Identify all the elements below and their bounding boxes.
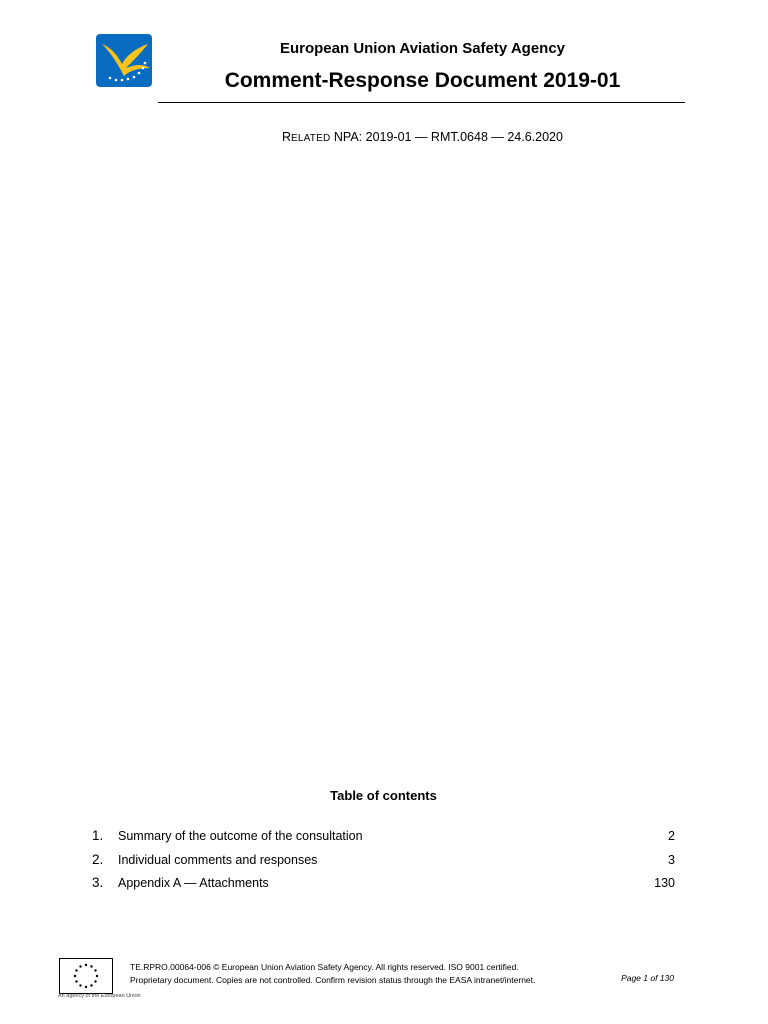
toc-item-page: 2 [668, 829, 675, 843]
page-number: Page 1 of 130 [621, 973, 674, 983]
toc-item-summary[interactable] [92, 828, 675, 846]
toc-item-label[interactable]: Individual comments and responses [118, 853, 318, 867]
footer-text [130, 961, 535, 987]
toc-item-label[interactable]: Summary of the outcome of the consultation [118, 829, 363, 843]
toc-item-number: 2. [92, 852, 104, 867]
eu-agency-caption: An agency of the European Union [58, 993, 141, 999]
related-details: NPA: 2019-01 — RMT.0648 — 24.6.2020 [333, 130, 563, 144]
eu-flag-icon [59, 958, 113, 994]
title-divider [158, 102, 685, 103]
agency-name: European Union Aviation Safety Agency [279, 40, 566, 57]
toc-item-page: 3 [668, 853, 675, 867]
toc-item-number: 1. [92, 828, 104, 843]
related-label-rest: ELATED [291, 133, 331, 144]
toc-item-page: 130 [654, 876, 675, 890]
easa-bird-logo-icon [96, 34, 152, 87]
footer-disclaimer: Proprietary document. Copies are not controlled. Confirm revision status through the EASA intranet/internet. [130, 975, 536, 985]
footer-copyright: TE.RPRO.00064-006 © European Union Aviation Safety Agency. All rights reserved. ISO 9001 certified. [130, 962, 519, 972]
related-npa-line [160, 130, 685, 144]
toc-item-comments[interactable] [92, 852, 675, 870]
document-title: Comment-Response Document 2019-01 [224, 69, 621, 92]
related-label-cap: R [282, 130, 292, 144]
toc-item-appendix[interactable] [92, 875, 675, 893]
toc-heading: Table of contents [330, 788, 437, 803]
toc-item-number: 3. [92, 875, 104, 890]
toc-item-label[interactable]: Appendix A — Attachments [118, 876, 269, 890]
